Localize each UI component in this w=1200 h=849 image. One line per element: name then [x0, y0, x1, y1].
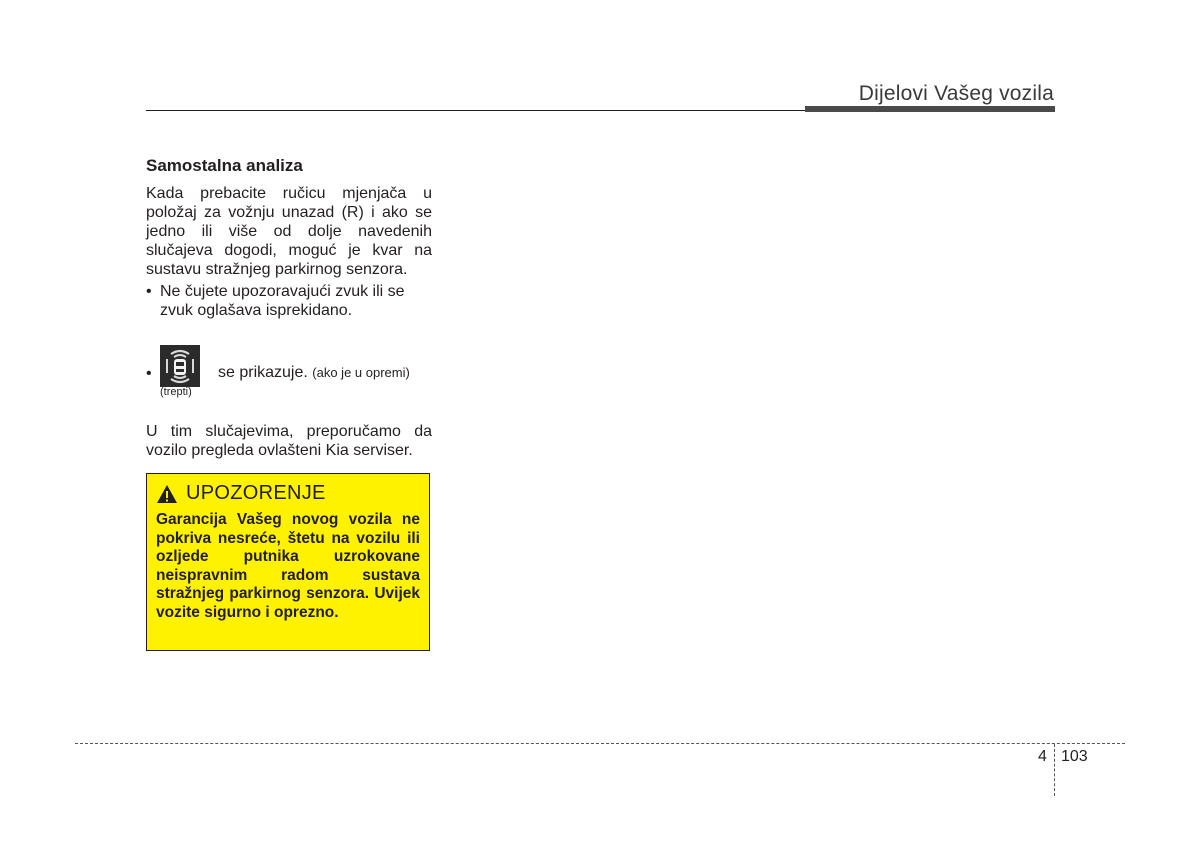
- bullet-item: [146, 282, 432, 320]
- section-heading: Samostalna analiza: [146, 156, 303, 175]
- intro-paragraph: Kada prebacite ručicu mjenjača u položaj za vožnju unazad (R) i ako se jedno ili više od dolje navedenih slučajeva dogodi, moguć je kvar na sustavu stražnjeg parkirnog senzora.: [146, 185, 432, 278]
- footer-rule: [75, 743, 1125, 744]
- icon-bullet-note: (ako je u opremi): [312, 365, 410, 380]
- conclusion-paragraph: U tim slučajevima, preporučamo da vozilo pregleda ovlašteni Kia serviser.: [146, 423, 432, 459]
- bullet-symbol: •: [146, 365, 152, 382]
- icon-bullet-item: [146, 345, 432, 405]
- header-rule-accent: [805, 106, 1055, 112]
- icon-caption: (trepti): [160, 386, 192, 398]
- page-number: 103: [1061, 748, 1088, 765]
- chapter-number: 4: [1038, 748, 1047, 765]
- parking-sensor-icon: [160, 345, 200, 387]
- bullet-text: Ne čujete upozoravajući zvuk ili se zvuk oglašava isprekidano.: [160, 283, 405, 319]
- footer-divider: [1054, 744, 1055, 796]
- page-header-title: Dijelovi Vašeg vozila: [858, 82, 1054, 105]
- icon-bullet-text: se prikazuje.: [218, 364, 308, 381]
- icon-bullet-text-wrap: [218, 364, 410, 382]
- warning-body: Garancija Vašeg novog vozila ne pokriva nesreće, štetu na vozilu ili ozljede putnika uzrokovane neispravnim radom sustava stražnjeg parkirnog senzora. Uvijek vozite sigurno i oprezno.: [156, 511, 420, 621]
- warning-title: UPOZORENJE: [186, 482, 326, 504]
- warning-header: [156, 482, 420, 505]
- warning-triangle-icon: [156, 484, 178, 504]
- content-column: [146, 156, 432, 651]
- header-rule: [146, 110, 806, 111]
- bullet-symbol: •: [146, 283, 152, 300]
- warning-box: [146, 473, 430, 651]
